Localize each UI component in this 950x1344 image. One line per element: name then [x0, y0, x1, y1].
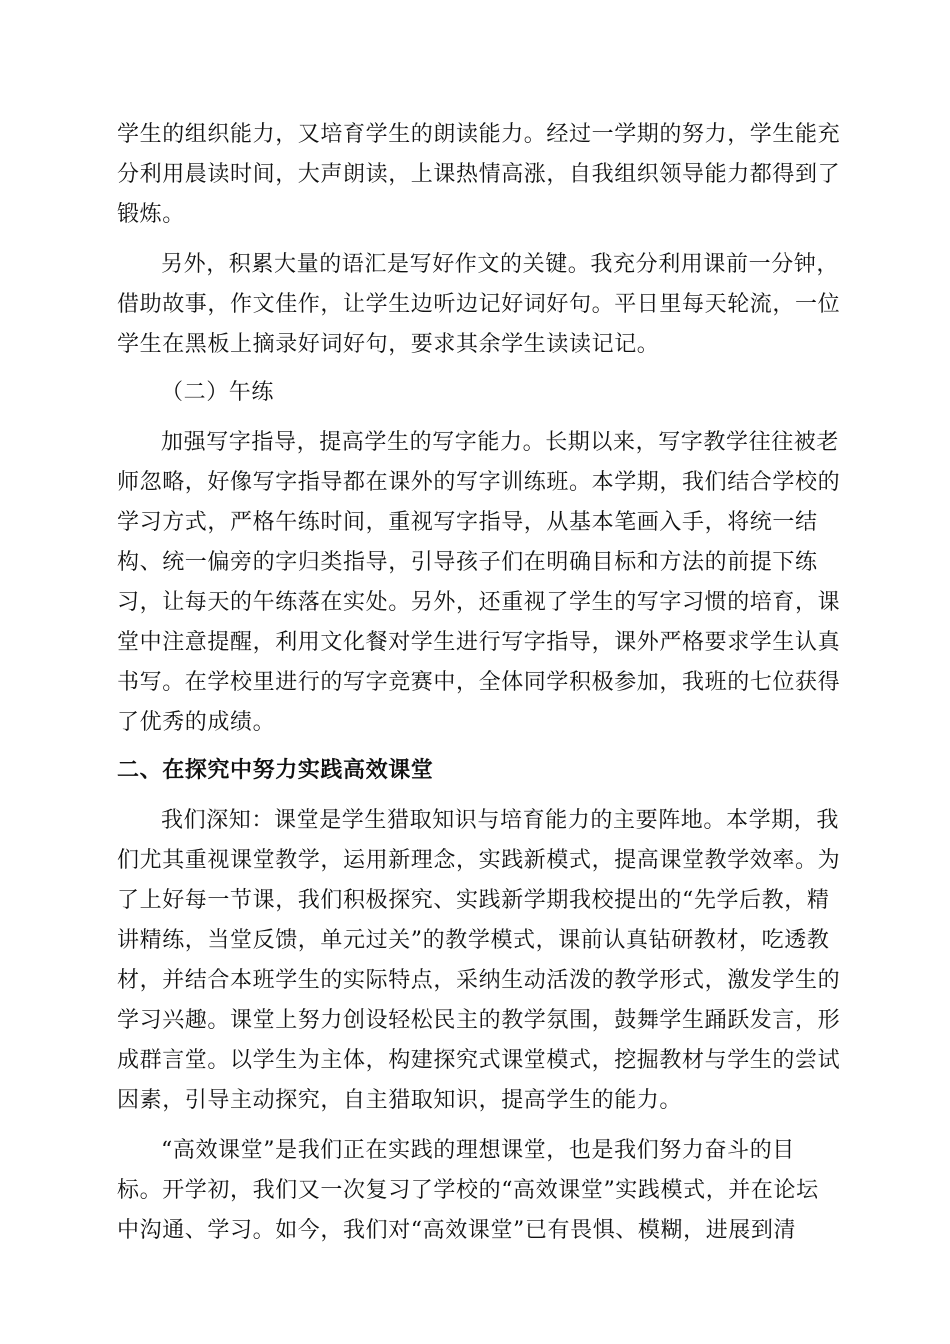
paragraph-line: 锻炼。	[117, 202, 185, 227]
paragraph-line: 了上好每一节课，我们积极探究、实践新学期我校提出的“先学后教，精	[117, 888, 830, 913]
paragraph-line: 师忽略，好像写字指导都在课外的写字训练班。本学期，我们结合学校的	[117, 470, 841, 495]
paragraph-line: “高效课堂”是我们正在实践的理想课堂，也是我们努力奋斗的目	[161, 1138, 795, 1163]
paragraph-line: 们尤其重视课堂教学，运用新理念，实践新模式，提高课堂教学效率。为	[117, 848, 841, 873]
paragraph-line: 习，让每天的午练落在实处。另外，还重视了学生的写字习惯的培育，课	[117, 590, 841, 615]
subsection-heading: （二）午练	[161, 380, 275, 405]
paragraph-line: 中沟通、学习。如今，我们对“高效课堂”已有畏惧、模糊，进展到清	[117, 1218, 797, 1243]
paragraph-line: 学生在黑板上摘录好词好句，要求其余学生读读记记。	[117, 332, 660, 357]
paragraph-line: 成群言堂。以学生为主体，构建探究式课堂模式，挖掘教材与学生的尝试	[117, 1048, 841, 1073]
paragraph-line: 因素，引导主动探究，自主猎取知识，提高学生的能力。	[117, 1088, 683, 1113]
section-heading: 二、在探究中努力实践高效课堂	[117, 758, 434, 783]
paragraph-line: 学生的组织能力，又培育学生的朗读能力。经过一学期的努力，学生能充	[117, 122, 841, 147]
paragraph-line: 材，并结合本班学生的实际特点，采纳生动活泼的教学形式，激发学生的	[117, 968, 841, 993]
paragraph-line: 堂中注意提醒，利用文化餐对学生进行写字指导，课外严格要求学生认真	[117, 630, 841, 655]
paragraph-line: 讲精练，当堂反馈，单元过关”的教学模式，课前认真钻研教材，吃透教	[117, 928, 830, 953]
paragraph-line: 加强写字指导，提高学生的写字能力。长期以来，写字教学往往被老	[161, 430, 840, 455]
paragraph-line: 书写。在学校里进行的写字竞赛中，全体同学积极参加，我班的七位获得	[117, 670, 841, 695]
paragraph-line: 另外，积累大量的语汇是写好作文的关键。我充分利用课前一分钟，	[161, 252, 840, 277]
paragraph-line: 了优秀的成绩。	[117, 710, 276, 735]
paragraph-line: 学习兴趣。课堂上努力创设轻松民主的教学氛围，鼓舞学生踊跃发言，形	[117, 1008, 841, 1033]
paragraph-line: 借助故事，作文佳作，让学生边听边记好词好句。平日里每天轮流，一位	[117, 292, 841, 317]
paragraph-line: 分利用晨读时间，大声朗读，上课热情高涨，自我组织领导能力都得到了	[117, 162, 841, 187]
paragraph-line: 我们深知：课堂是学生猎取知识与培育能力的主要阵地。本学期，我	[161, 808, 840, 833]
paragraph-line: 构、统一偏旁的字归类指导，引导孩子们在明确目标和方法的前提下练	[117, 550, 818, 575]
paragraph-line: 标。开学初，我们又一次复习了学校的“高效课堂”实践模式，并在论坛	[117, 1178, 819, 1203]
paragraph-line: 学习方式，严格午练时间，重视写字指导，从基本笔画入手，将统一结	[117, 510, 818, 535]
